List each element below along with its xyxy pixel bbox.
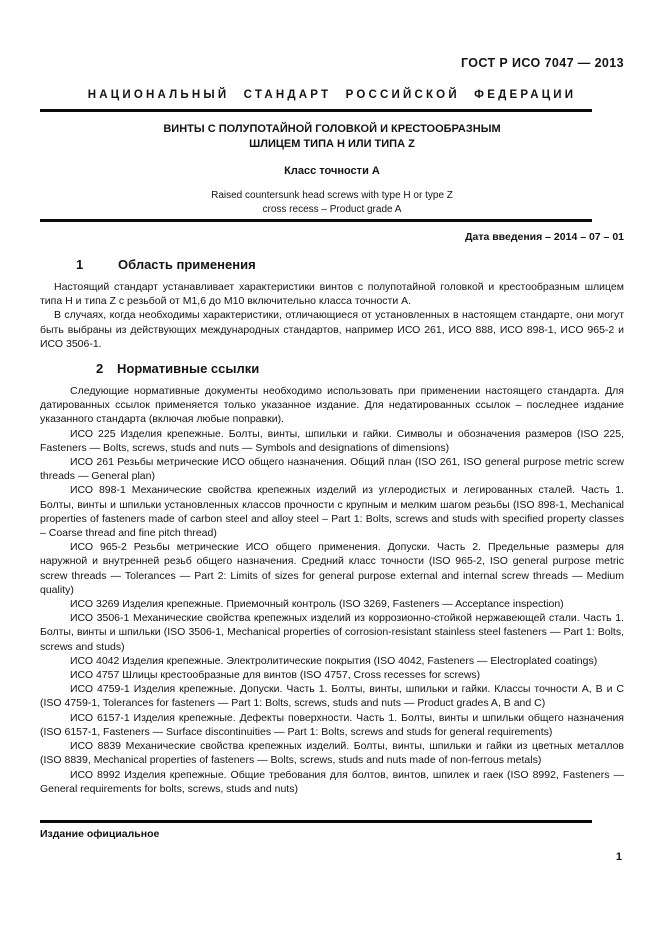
section-references-title: Нормативные ссылки	[117, 361, 260, 377]
reference-item: ИСО 4759-1 Изделия крепежные. Допуски. Часть 1. Болты, винты, шпильки и гайки. Классы точности А, В и С (ISO 4759-1, Tolerances for fasteners — Part 1: Bolts, screws, studs and nuts — Product grades A, B and C)	[40, 683, 624, 710]
reference-paragraphs	[40, 384, 624, 796]
document-title-en	[40, 189, 624, 216]
reference-item: ИСО 6157-1 Изделия крепежные. Дефекты поверхности. Часть 1. Болты, винты и шпильки общего назначения (ISO 6157-1, Fasteners — Surface discontinuities — Part 1: Bolts, screws and studs for general requirements)	[40, 711, 624, 738]
accuracy-class-label: Класс точности А	[284, 165, 380, 177]
section-references-number: 2	[96, 361, 104, 377]
federation-standard-label: НАЦИОНАЛЬНЫЙ СТАНДАРТ РОССИЙСКОЙ ФЕДЕРАЦИИ	[87, 89, 577, 101]
section-scope-heading	[40, 257, 624, 272]
scope-paragraphs	[40, 280, 624, 351]
document-title-ru	[40, 122, 624, 152]
reference-item: ИСО 3506-1 Механические свойства крепежных изделий из коррозионно-стойкой нержавеющей стали. Часть 1. Болты, винты и шпильки (ISO 3506-1, Mechanical properties of corrosion-resistant stainless steel fasteners — Part 1: Bolts, screws and studs)	[40, 612, 624, 653]
section-references-heading	[40, 361, 624, 376]
reference-item: ИСО 8839 Механические свойства крепежных изделий. Болты, винты, шпильки и гайки из цветных металлов (ISO 8839, Mechanical properties of fasteners — Bolts, screws, studs and nuts made of non-ferrous metals)	[40, 740, 624, 767]
section-scope-number: 1	[76, 257, 84, 272]
reference-item: ИСО 225 Изделия крепежные. Болты, винты, шпильки и гайки. Символы и обозначения размеров (ISO 225, Fasteners — Bolts, screws, studs and nuts — Symbols and designations of dimensions)	[40, 427, 624, 454]
paragraph: Настоящий стандарт устанавливает характеристики винтов с полупотайной головкой и крестообразным шлицем типа Н и типа Z с резьбой от М1,6 до М10 включительно класса точности А.	[40, 281, 624, 308]
reference-item: ИСО 965-2 Резьбы метрические ИСО общего применения. Допуски. Часть 2. Предельные размеры для наружной и внутренней резьб общего назначения. Средний класс точности (ISO 965-2, ISO general purpose metric screw threads — Tolerances — Part 2: Limits of sizes for general purpose external and internal screw threads — Medium quality)	[40, 541, 624, 596]
footer-divider-rule	[40, 820, 592, 823]
title-en-line2: cross recess – Product grade A	[262, 203, 402, 215]
reference-item: ИСО 4757 Шлицы крестообразные для винтов (ISO 4757, Cross recesses for screws)	[70, 669, 481, 682]
title-ru-line2: ШЛИЦЕМ ТИПА Н ИЛИ ТИПА Z	[249, 138, 415, 150]
paragraph: В случаях, когда необходимы характеристики, отличающиеся от установленных в настоящем стандарте, они могут быть выбраны из действующих международных стандартов, например ИСО 261, ИСО 888, ИСО 898-1, ИСО 965-2 и ИСО 3506-1.	[40, 309, 624, 350]
page-number: 1	[615, 851, 622, 863]
effective-date-label: Дата введения – 2014 – 07 – 01	[465, 231, 624, 243]
title-ru-line1: ВИНТЫ С ПОЛУПОТАЙНОЙ ГОЛОВКОЙ И КРЕСТООБРАЗНЫМ	[163, 123, 501, 135]
reference-item: ИСО 4042 Изделия крепежные. Электролитические покрытия (ISO 4042, Fasteners — Electroplated coatings)	[70, 654, 598, 667]
title-divider-rule	[40, 219, 592, 222]
doc-number: ГОСТ Р ИСО 7047 — 2013	[460, 56, 624, 70]
reference-item: Следующие нормативные документы необходимо использовать при применении настоящего стандарта. Для датированных ссылок применяется только указанное издание. Для недатированных ссылок – последнее издание указанного стандарта (включая любые поправки).	[40, 385, 624, 426]
section-normative-references	[40, 361, 624, 796]
reference-item: ИСО 3269 Изделия крепежные. Приемочный контроль (ISO 3269, Fasteners — Acceptance inspection)	[70, 598, 564, 611]
reference-item: ИСО 898-1 Механические свойства крепежных изделий из углеродистых и легированных сталей. Часть 1. Болты, винты и шпильки установленных классов прочности с крупным и мелким шагом резьбы (ISO 898-1, Mechanical properties of fasteners made of carbon steel and alloy steel – Part 1: Bolts, screws and studs with specified property classes – Coarse thread and fine pitch thread)	[40, 484, 624, 540]
reference-item: ИСО 261 Резьбы метрические ИСО общего назначения. Общий план (ISO 261, ISO general purpose metric screw threads — General plan)	[40, 456, 624, 483]
section-scope-title: Область применения	[118, 257, 256, 272]
section-scope	[40, 257, 624, 351]
title-en-line1: Raised countersunk head screws with type H or type Z	[211, 190, 453, 201]
official-edition-note: Издание официальное	[40, 828, 160, 840]
top-divider-rule	[40, 109, 592, 112]
reference-item: ИСО 8992 Изделия крепежные. Общие требования для болтов, винтов, шпилек и гаек (ISO 8992, Fasteners — General requirements for bolts, screws, studs and nuts)	[40, 768, 624, 795]
document-content	[0, 56, 662, 796]
